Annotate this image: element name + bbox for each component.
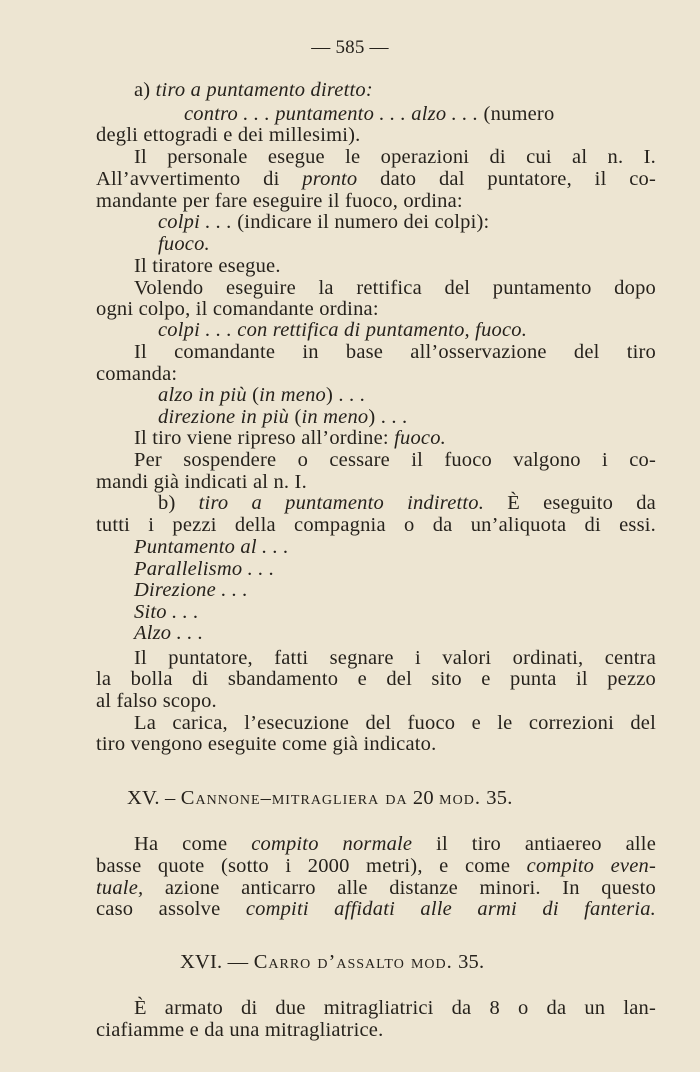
text-run-italic: tuale, — [96, 877, 144, 899]
section-number: XV. – — [127, 787, 181, 809]
text-run: il tiro antiaereo alle — [412, 833, 656, 855]
command-text: Direzione . . . — [134, 579, 248, 601]
paragraph-line: al falso scopo. — [96, 690, 217, 712]
command-text: colpi . . . — [158, 211, 232, 233]
paragraph-line — [96, 167, 656, 191]
command-line — [158, 318, 527, 342]
subsection-a-heading — [134, 78, 373, 102]
paragraph-line: ogni colpo, il comandante ordina: — [96, 298, 379, 320]
text-run-italic: pronto — [302, 168, 358, 190]
command-text: alzo in più — [158, 384, 247, 406]
text-run: ) . . . — [368, 406, 408, 428]
command-text: in meno — [301, 406, 369, 428]
command-text: Parallelismo . . . — [134, 558, 275, 580]
command-text: Alzo . . . — [134, 622, 204, 644]
command-text: fuoco. — [158, 233, 210, 255]
text-run: Il tiro viene ripreso all’ordine: — [134, 427, 395, 449]
command-text: colpi . . . con rettifica di puntamento, fuoco. — [158, 319, 528, 341]
text-run: ( — [246, 384, 260, 406]
paragraph-line — [96, 854, 656, 878]
command-note: (numero — [478, 103, 555, 125]
paragraph-line: Il puntatore, fatti segnare i valori ordinati, centra — [134, 647, 656, 669]
paragraph-line: comanda: — [96, 363, 178, 385]
section-title: Cannone–mitragliera da — [180, 787, 408, 809]
subsection-b-title: tiro a puntamento indiretto. — [198, 492, 485, 514]
section-number: XVI. — — [180, 951, 254, 973]
page-number: — 585 — — [311, 37, 389, 58]
command-text: contro . . . puntamento . . . alzo . . . — [184, 103, 479, 125]
paragraph-line — [134, 832, 656, 856]
text-run: caso assolve — [96, 898, 246, 920]
command-list-item — [134, 535, 289, 559]
paragraph-line: La carica, l’esecuzione del fuoco e le correzioni del — [134, 712, 656, 734]
text-run-italic: compito normale — [251, 833, 413, 855]
command-text: Sito . . . — [134, 601, 199, 623]
text-run-italic: compito even- — [526, 855, 656, 877]
section-title: Carro d’assalto mod. — [253, 951, 453, 973]
paragraph-line: tiro vengono eseguite come già indicato. — [96, 733, 437, 755]
subsection-b-label: b) — [158, 492, 199, 514]
paragraph-line: Il comandante in base all’osservazione del tiro — [134, 341, 656, 363]
text-run-italic: compiti affidati alle armi di fanteria. — [245, 898, 656, 920]
subsection-a-label: a) — [134, 79, 156, 101]
paragraph-line — [96, 897, 656, 921]
text-run: ( — [289, 406, 302, 428]
command-note: (indicare il numero dei colpi): — [231, 211, 490, 233]
paragraph-line: Il tiratore esegue. — [134, 255, 281, 277]
paragraph-line: degli ettogradi e dei millesimi). — [96, 124, 361, 146]
command-text: direzione in più — [158, 406, 290, 428]
paragraph-line — [134, 426, 446, 450]
command-line — [158, 232, 210, 256]
command-list-item — [134, 621, 203, 645]
text-run: azione anticarro alle distanze minori. In questo — [143, 877, 656, 899]
text-run: basse quote (sotto i 2000 metri), e come — [96, 855, 527, 877]
subsection-a-title: tiro a puntamento diretto: — [155, 79, 373, 101]
paragraph-line: tutti i pezzi della compagnia o da un’aliquota di essi. — [96, 514, 656, 536]
paragraph-line: È armato di due mitragliatrici da 8 o da un lan- — [134, 997, 656, 1019]
section-xv-heading — [127, 786, 513, 810]
text-run: dato dal puntatore, il co- — [357, 168, 656, 190]
text-run: 20 — [407, 787, 440, 809]
command-line — [158, 210, 489, 234]
section-title: mod. — [439, 787, 481, 809]
text-run: ) . . . — [326, 384, 365, 406]
text-run-italic: fuoco. — [394, 427, 446, 449]
paragraph-line: Il personale esegue le operazioni di cui al n. I. — [134, 146, 656, 168]
paragraph-line: mandante per fare eseguire il fuoco, ordina: — [96, 190, 463, 212]
paragraph-line: Volendo eseguire la rettifica del puntamento dopo — [134, 277, 656, 299]
command-list-item — [134, 578, 248, 602]
text-run: 35. — [452, 951, 485, 973]
text-run: 35. — [480, 787, 513, 809]
command-text: Puntamento al . . . — [134, 536, 289, 558]
subsection-b-heading — [158, 491, 656, 515]
section-xvi-heading — [180, 950, 484, 974]
paragraph-line: ciafiamme e da una mitragliatrice. — [96, 1019, 384, 1041]
command-line — [158, 383, 365, 407]
paragraph-line: Per sospendere o cessare il fuoco valgono i co- — [134, 449, 656, 471]
text-run: Ha come — [134, 833, 252, 855]
text-run: È eseguito da — [484, 492, 656, 514]
paragraph-line: la bolla di sbandamento e del sito e punta il pezzo — [96, 668, 656, 690]
command-text: in meno — [259, 384, 326, 406]
text-run: All’avvertimento di — [96, 168, 303, 190]
paragraph-line: mandi già indicati al n. I. — [96, 471, 307, 493]
